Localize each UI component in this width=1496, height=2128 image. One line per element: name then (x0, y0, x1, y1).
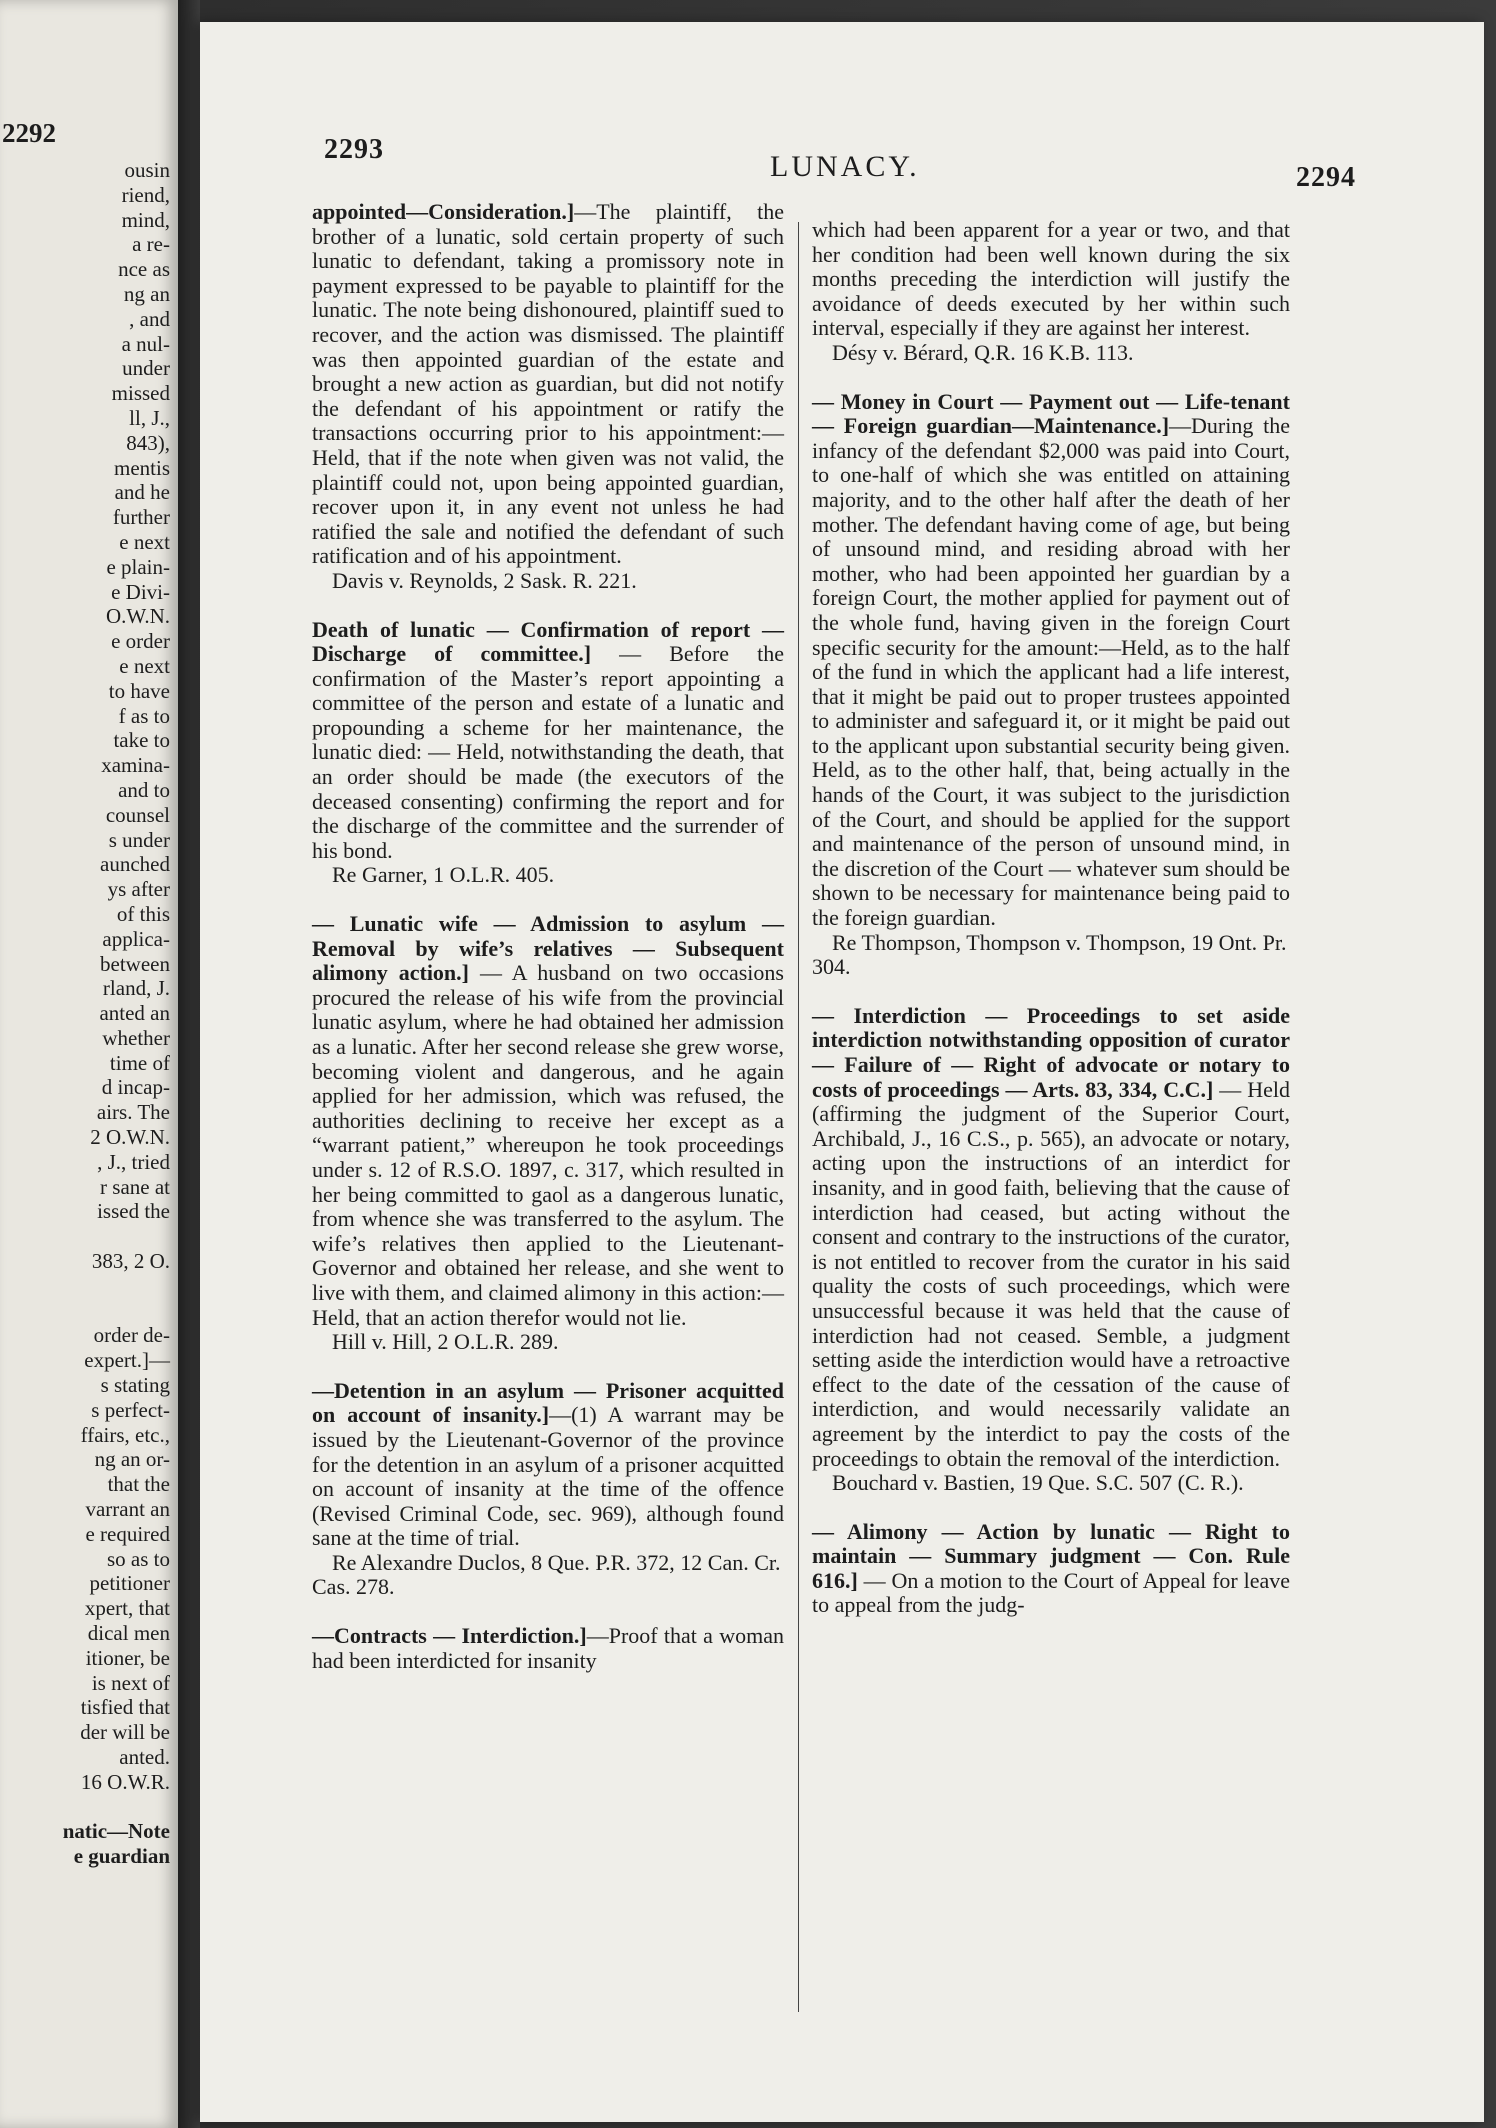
previous-page-fragment: , and (129, 306, 170, 331)
previous-page-fragment: e next (119, 653, 170, 678)
left-column (312, 200, 784, 1697)
previous-page-fragment: order de- (93, 1323, 170, 1348)
previous-page-fragment: s stating (100, 1373, 170, 1398)
digest-entry (812, 218, 1290, 366)
previous-page-fragment (0, 1274, 170, 1299)
left-page-number: 2293 (324, 134, 384, 165)
previous-page-fragment: e plain- (106, 554, 170, 579)
entry-body: — Held (affirming the judgment of the Superior Court, Archibald, J., 16 C.S., p. 565), an advocate or notary, acting upon the instructions of an interdict for insanity, and in good faith, believing that the cause of interdiction had ceased, but acting without the consent and contrary to the instructions of the curator, is not entitled to recover from the curator in his said quality the costs of such proceedings, which were unsuccessful because it was held that the cause of interdiction had not ceased. Semble, a judgment setting aside the interdiction would have a retroactive effect to the date of the cessation of the cause of interdiction, and would necessarily validate an agreement by the interdict to pay the costs of the proceedings to obtain the removal of the interdiction. (812, 1076, 1290, 1471)
right-page-number: 2294 (1296, 162, 1356, 193)
previous-page-fragment: e Divi- (111, 579, 170, 604)
previous-page-fragment: time of (109, 1050, 170, 1075)
entry-heading: Death of lunatic — Confirmation of report — Discharge of committee.] (312, 616, 784, 667)
digest-entry (312, 912, 784, 1355)
previous-page-fragment (0, 1299, 170, 1324)
previous-page-fragment: further (112, 505, 170, 530)
previous-page-fragment: f as to (118, 703, 170, 728)
previous-page-fragment: xamina- (101, 753, 170, 778)
entry-body: —Proof that a woman had been interdicted for insanity (312, 1623, 784, 1673)
previous-page-fragment: e guardian (73, 1844, 170, 1869)
previous-page-fragment: rland, J. (102, 976, 170, 1001)
entry-body: — A husband on two occasions procured the release of his wife from the provincial lunatic asylum, where he had obtained her admission as a lunatic. After her second release she grew worse, becoming violent and dangerous, and he again applied for her admission, which was refused, the authorities declining to receive her except as a “warrant patient,” whereupon he took proceedings under s. 12 of R.S.O. 1897, c. 317, which resulted in her being committed to gaol as a dangerous lunatic, from whence she was transferred to the asylum. The wife’s relatives then applied to the Lieutenant-Governor and obtained her release, and she went to live with them, and claimed alimony in this action:—Held, that an action therefor would not lie. (312, 960, 784, 1330)
previous-page-fragment: ll, J., (129, 405, 170, 430)
previous-page-fragment: is next of (91, 1670, 170, 1695)
entry-citation: Re Thompson, Thompson v. Thompson, 19 Ont. Pr. 304. (812, 929, 1287, 980)
previous-page-fragment (0, 1795, 170, 1820)
previous-page-fragment: a re- (132, 232, 170, 257)
previous-page-fragment: s under (108, 827, 170, 852)
previous-page-number: 2292 (2, 118, 56, 148)
previous-page-fragment: ng an (123, 281, 170, 306)
previous-page-fragment: 16 O.W.R. (80, 1769, 170, 1794)
digest-entry (312, 1624, 784, 1673)
previous-page-fragment: missed (111, 381, 170, 406)
previous-page-fragment: itioner, be (85, 1645, 170, 1670)
entry-heading: —Contracts — Interdiction.] (312, 1623, 587, 1649)
previous-page-fragment: r sane at (100, 1174, 170, 1199)
previous-page-fragment: ousin (124, 158, 170, 182)
previous-page-fragment: dical men (87, 1621, 170, 1646)
previous-page-fragment: under (122, 356, 170, 381)
previous-page-fragment: between (100, 951, 170, 976)
digest-entry (812, 1520, 1290, 1618)
entry-body: —(1) A warrant may be issued by the Lieutenant-Governor of the province for the detention in an asylum of a prisoner acquitted on account of insanity at the time of the offence (Revised Criminal Code, sec. 969), although found sane at the time of trial. (312, 1402, 784, 1551)
previous-page-fragment: 843), (126, 430, 170, 455)
previous-page-fragment: e required (85, 1521, 170, 1546)
page (200, 22, 1484, 2122)
previous-page-fragment: s perfect- (91, 1397, 170, 1422)
digest-entry (812, 390, 1290, 980)
previous-page-fragment: xpert, that (84, 1596, 170, 1621)
previous-page-fragment: mind, (121, 207, 170, 232)
previous-page-fragment: and he (114, 480, 170, 505)
previous-page-fragment: take to (113, 728, 170, 753)
entry-citation: Désy v. Bérard, Q.R. 16 K.B. 113. (832, 339, 1134, 365)
digest-entry (812, 1004, 1290, 1496)
previous-page-fragment: e next (119, 529, 170, 554)
entry-citation: Davis v. Reynolds, 2 Sask. R. 221. (332, 567, 637, 593)
previous-page-fragment: ng an or- (94, 1447, 170, 1472)
entry-citation: Bouchard v. Bastien, 19 Que. S.C. 507 (C. R.). (832, 1470, 1244, 1496)
entry-heading: — Interdiction — Proceedings to set aside interdiction notwithstanding opposition of curator — Failure of — Right of advocate or notary to costs of proceedings — Arts. 83, 334, C.C.] (812, 1002, 1290, 1102)
previous-page-fragment: counsel (105, 802, 170, 827)
previous-page-fragment: 383, 2 O. (91, 1249, 170, 1274)
previous-page-fragment: natic—Note (62, 1819, 170, 1844)
previous-page-fragment: to have (108, 678, 170, 703)
column-divider (798, 222, 799, 2012)
previous-page-fragment: and to (118, 777, 170, 802)
previous-page-fragment: ffairs, etc., (80, 1422, 170, 1447)
running-title: LUNACY. (770, 150, 920, 183)
entry-heading: appointed—Consideration.] (312, 199, 575, 224)
digest-entry (312, 200, 784, 594)
book-gutter (178, 0, 200, 2128)
previous-page-fragment: applica- (102, 926, 170, 951)
previous-page-fragment: riend, (121, 182, 170, 207)
entry-citation: Hill v. Hill, 2 O.L.R. 289. (332, 1329, 559, 1355)
right-column (812, 218, 1290, 1642)
entry-heading: — Money in Court — Payment out — Life-tenant — Foreign guardian—Maintenance.] (812, 388, 1290, 439)
digest-entry (312, 618, 784, 889)
previous-page-fragment: aunched (100, 852, 170, 877)
entry-body: —During the infancy of the defendant $2,000 was paid into Court, to one-half of which she was entitled on attaining majority, and to the other half after the death of her mother. The defendant having come of age, but being of unsound mind, and residing abroad with her mother, who had been appointed her guardian by a foreign Court, the mother applied for payment out of the whole fund, having given in the foreign Court specific security for the amount:—Held, as to the half of the fund in which the applicant had a life interest, that it might be paid out to proper trustees appointed to administer and safeguard it, or it might be paid out to the applicant upon substantial security being given. Held, as to the other half, that, being actually in the hands of the Court, it was subject to the jurisdiction of the Court, and should be applied for the support and maintenance of the person of unsound mind, in the discretion of the Court — whatever sum should be shown to be necessary for maintenance being paid to the foreign guardian. (812, 413, 1291, 931)
previous-page-fragment: that the (107, 1472, 170, 1497)
entry-heading: —Detention in an asylum — Prisoner acquitted on account of insanity.] (312, 1377, 784, 1428)
entry-body: — Before the confirmation of the Master’s report appointing a committee of the person and estate of a lunatic and propounding a scheme for her maintenance, the lunatic died: — Held, notwithstanding the death, that an order should be made (the executors of the deceased consenting) confirming the report and for the discharge of the committee and the surrender of his bond. (312, 641, 784, 863)
previous-page-fragment: mentis (114, 455, 170, 480)
previous-page-fragment: issed the (97, 1199, 170, 1224)
previous-page-fragment: anted an (99, 1001, 170, 1026)
previous-page-fragment: ys after (107, 877, 170, 902)
previous-page-fragment: d incap- (101, 1075, 170, 1100)
previous-page-fragment: airs. The (96, 1100, 170, 1125)
previous-page-text-fragments (0, 158, 170, 1869)
entry-heading: — Alimony — Action by lunatic — Right to maintain — Summary judgment — Con. Rule 616.] (812, 1518, 1290, 1593)
previous-page-fragment: so as to (107, 1546, 170, 1571)
previous-page-fragment: of this (116, 901, 170, 926)
previous-page-fragment: 2 O.W.N. (90, 1125, 170, 1150)
previous-page-fragment: , J., tried (97, 1149, 170, 1174)
previous-page-fragment: anted. (119, 1745, 170, 1769)
previous-page-fragment: der will be (80, 1720, 170, 1745)
entry-body: — On a motion to the Court of Appeal for leave to appeal from the judg- (812, 1567, 1290, 1618)
previous-page-fragment: expert.]— (84, 1348, 170, 1373)
entry-body: —The plaintiff, the brother of a lunatic, sold certain property of such lunatic to defendant, taking a promissory note in payment expressed to be payable to plaintiff for the lunatic. The note being dishonoured, plaintiff sued to recover, and the action was dismissed. The plaintiff was then appointed guardian of the estate and brought a new action as guardian, but did not notify the defendant of his appointment or ratify the transactions occurring prior to his appointment:—Held, that if the note when given was not valid, the plaintiff could not, upon being appointed guardian, recover upon it, in any event not unless he had ratified the sale and notified the defendant of such ratification and of his appointment. (312, 199, 784, 569)
digest-entry (312, 1379, 784, 1600)
previous-page-fragment: O.W.N. (106, 604, 170, 629)
previous-page-edge (0, 0, 178, 2128)
entry-citation: Re Garner, 1 O.L.R. 405. (332, 862, 555, 888)
previous-page-fragment: petitioner (89, 1571, 170, 1596)
previous-page-fragment: e order (111, 629, 170, 654)
previous-page-fragment: varrant an (85, 1497, 170, 1522)
entry-body: which had been apparent for a year or two, and that her condition had been well known during the six months preceding the interdiction will justify the avoidance of deeds executed by her within such interval, especially if they are against her interest. (812, 217, 1290, 341)
previous-page-fragment: nce as (118, 257, 170, 282)
entry-heading: — Lunatic wife — Admission to asylum — Removal by wife’s relatives — Subsequent alimony action.] (312, 911, 784, 986)
previous-page-fragment: whether (102, 1025, 170, 1050)
previous-page-fragment (0, 1224, 170, 1249)
previous-page-fragment: a nul- (121, 331, 170, 356)
previous-page-fragment: tisfied that (80, 1695, 170, 1720)
entry-citation: Re Alexandre Duclos, 8 Que. P.R. 372, 12 Can. Cr. Cas. 278. (312, 1549, 781, 1600)
